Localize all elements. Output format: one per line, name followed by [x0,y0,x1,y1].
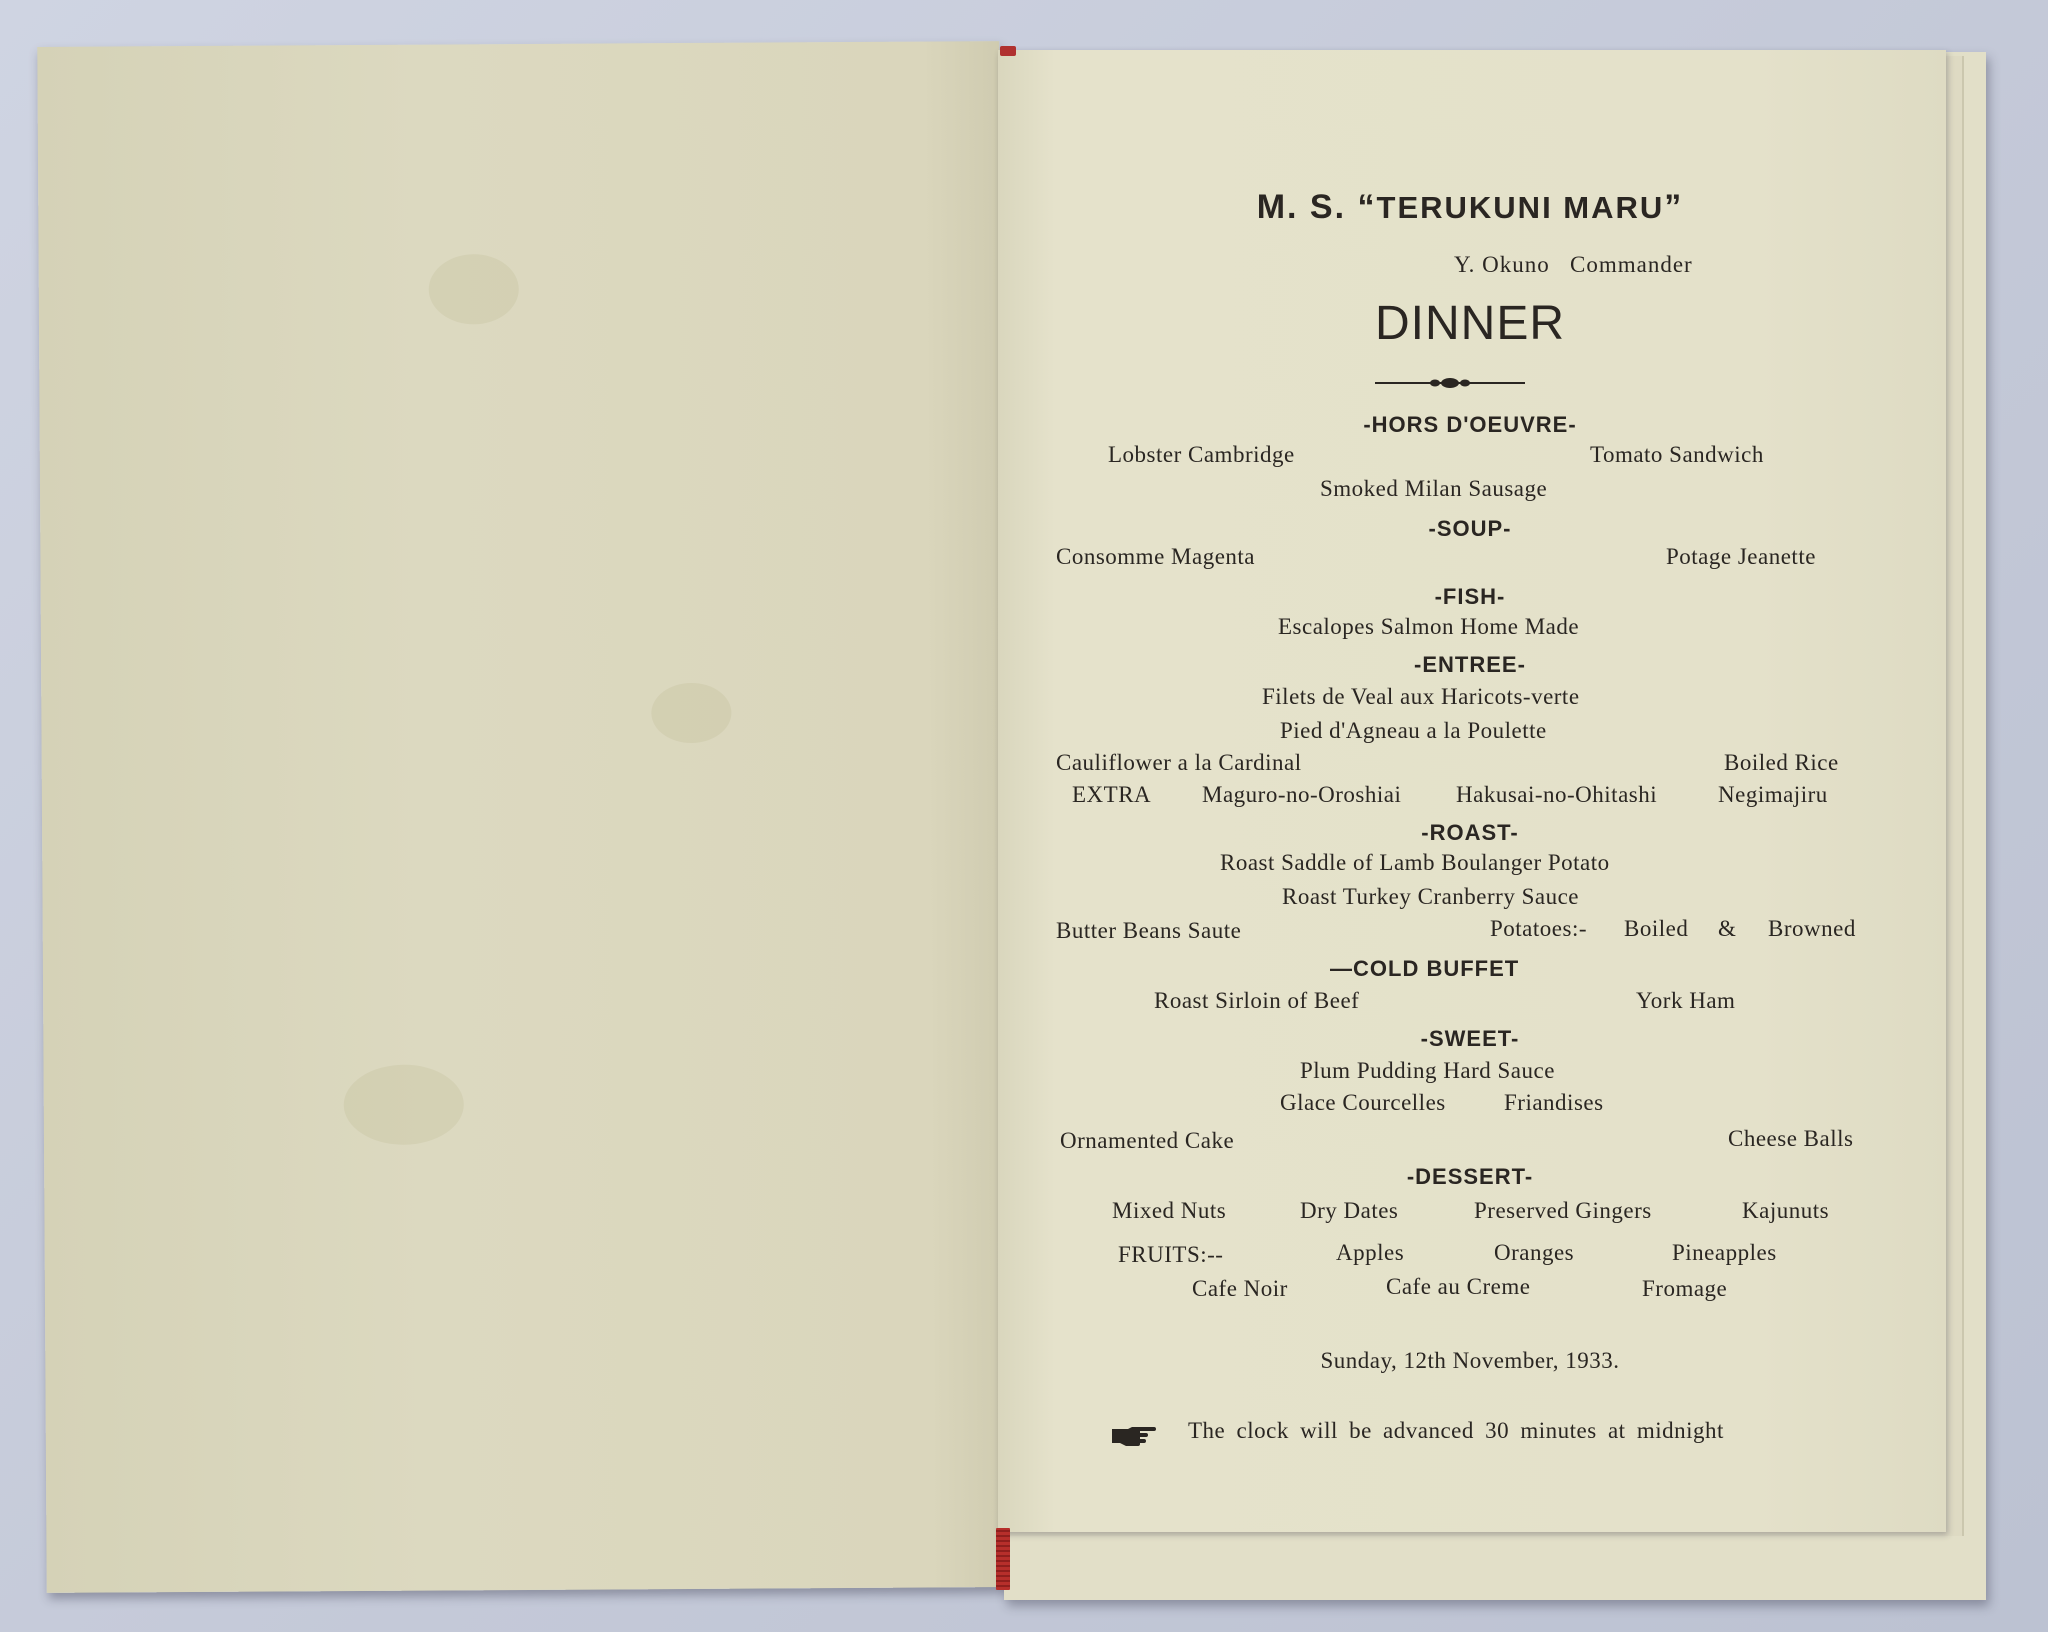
menu-item-kajunuts: Kajunuts [1742,1198,1830,1223]
paper-stain [651,683,731,743]
menu-item-boiled-rice: Boiled Rice [1724,750,1839,775]
menu-item-cheese-balls: Cheese Balls [1728,1126,1854,1151]
menu-item-dry-dates: Dry Dates [1300,1198,1399,1223]
menu-item-cauliflower: Cauliflower a la Cardinal [1056,750,1302,775]
section-soup: -SOUP- [1428,516,1512,541]
ship-suffix: ” [1664,188,1684,226]
menu-item-butter-beans: Butter Beans Saute [1056,918,1242,943]
menu-item-potage: Potage Jeanette [1666,544,1816,569]
ship-name: TERUKUNI MARU [1376,190,1665,225]
menu-item-fruits-label: FRUITS:-- [1118,1242,1224,1267]
menu-item-sirloin: Roast Sirloin of Beef [1154,988,1360,1013]
menu-item-ampersand: & [1718,916,1737,941]
section-entree: -ENTREE- [1414,652,1526,677]
menu-item-boiled: Boiled [1624,916,1689,941]
section-cold-buffet: —COLD BUFFET [1330,956,1520,981]
menu-item-veal: Filets de Veal aux Haricots-verte [1262,684,1580,709]
menu-item-york-ham: York Ham [1636,988,1736,1013]
menu-item-oranges: Oranges [1494,1240,1575,1265]
menu-item-friandises: Friandises [1504,1090,1604,1115]
left-page-blank [37,41,1008,1593]
menu-item-potatoes-label: Potatoes:- [1490,916,1587,941]
menu-item-extra-label: EXTRA [1072,782,1152,807]
menu-item-salmon: Escalopes Salmon Home Made [1278,614,1580,639]
menu-item-lobster: Lobster Cambridge [1108,442,1295,467]
menu-item-glace: Glace Courcelles [1280,1090,1446,1115]
menu-item-pineapples: Pineapples [1672,1240,1777,1265]
section-dessert: -DESSERT- [1406,1164,1534,1189]
menu-item-apples: Apples [1336,1240,1405,1265]
commander-line: Y. Okuno Commander [1454,252,1693,277]
menu-item-agneau: Pied d'Agneau a la Poulette [1280,718,1547,743]
ornament-divider [1375,376,1525,390]
section-sweet: -SWEET- [1420,1026,1520,1051]
meal-title: DINNER [1374,297,1565,350]
clock-notice: The clock will be advanced 30 minutes at midnight [1188,1418,1724,1443]
menu-item-lamb: Roast Saddle of Lamb Boulanger Potato [1220,850,1610,875]
ribbon-bookmark [996,1528,1010,1590]
menu-item-browned: Browned [1768,916,1856,941]
menu-item-hakusai: Hakusai-no-Ohitashi [1456,782,1658,807]
menu-item-cafe-noir: Cafe Noir [1192,1276,1288,1301]
menu-item-consomme: Consomme Magenta [1056,544,1255,569]
pointing-hand-icon [1110,1424,1158,1446]
menu-item-sausage: Smoked Milan Sausage [1320,476,1548,501]
menu-item-maguro: Maguro-no-Oroshiai [1202,782,1402,807]
section-fish: -FISH- [1434,584,1506,609]
menu-item-cake: Ornamented Cake [1060,1128,1235,1153]
menu-item-plum-pudding: Plum Pudding Hard Sauce [1300,1058,1555,1083]
menu-date: Sunday, 12th November, 1933. [1320,1348,1620,1373]
paper-stain [429,254,519,325]
menu-item-turkey: Roast Turkey Cranberry Sauce [1282,884,1579,909]
menu-item-tomato-sandwich: Tomato Sandwich [1590,442,1764,467]
menu-item-gingers: Preserved Gingers [1474,1198,1652,1223]
menu-item-cafe-creme: Cafe au Creme [1386,1274,1531,1299]
ship-title [1000,188,1940,227]
menu-item-mixed-nuts: Mixed Nuts [1112,1198,1227,1223]
menu-item-fromage: Fromage [1642,1276,1728,1301]
ship-prefix: M. S. “ [1256,188,1377,226]
menu-item-negimajiru: Negimajiru [1718,782,1828,807]
section-hors-doeuvre: -HORS D'OEUVRE- [1363,412,1577,437]
ribbon-top [1000,46,1016,56]
paper-stain [344,1064,464,1145]
section-roast: -ROAST- [1421,820,1519,845]
